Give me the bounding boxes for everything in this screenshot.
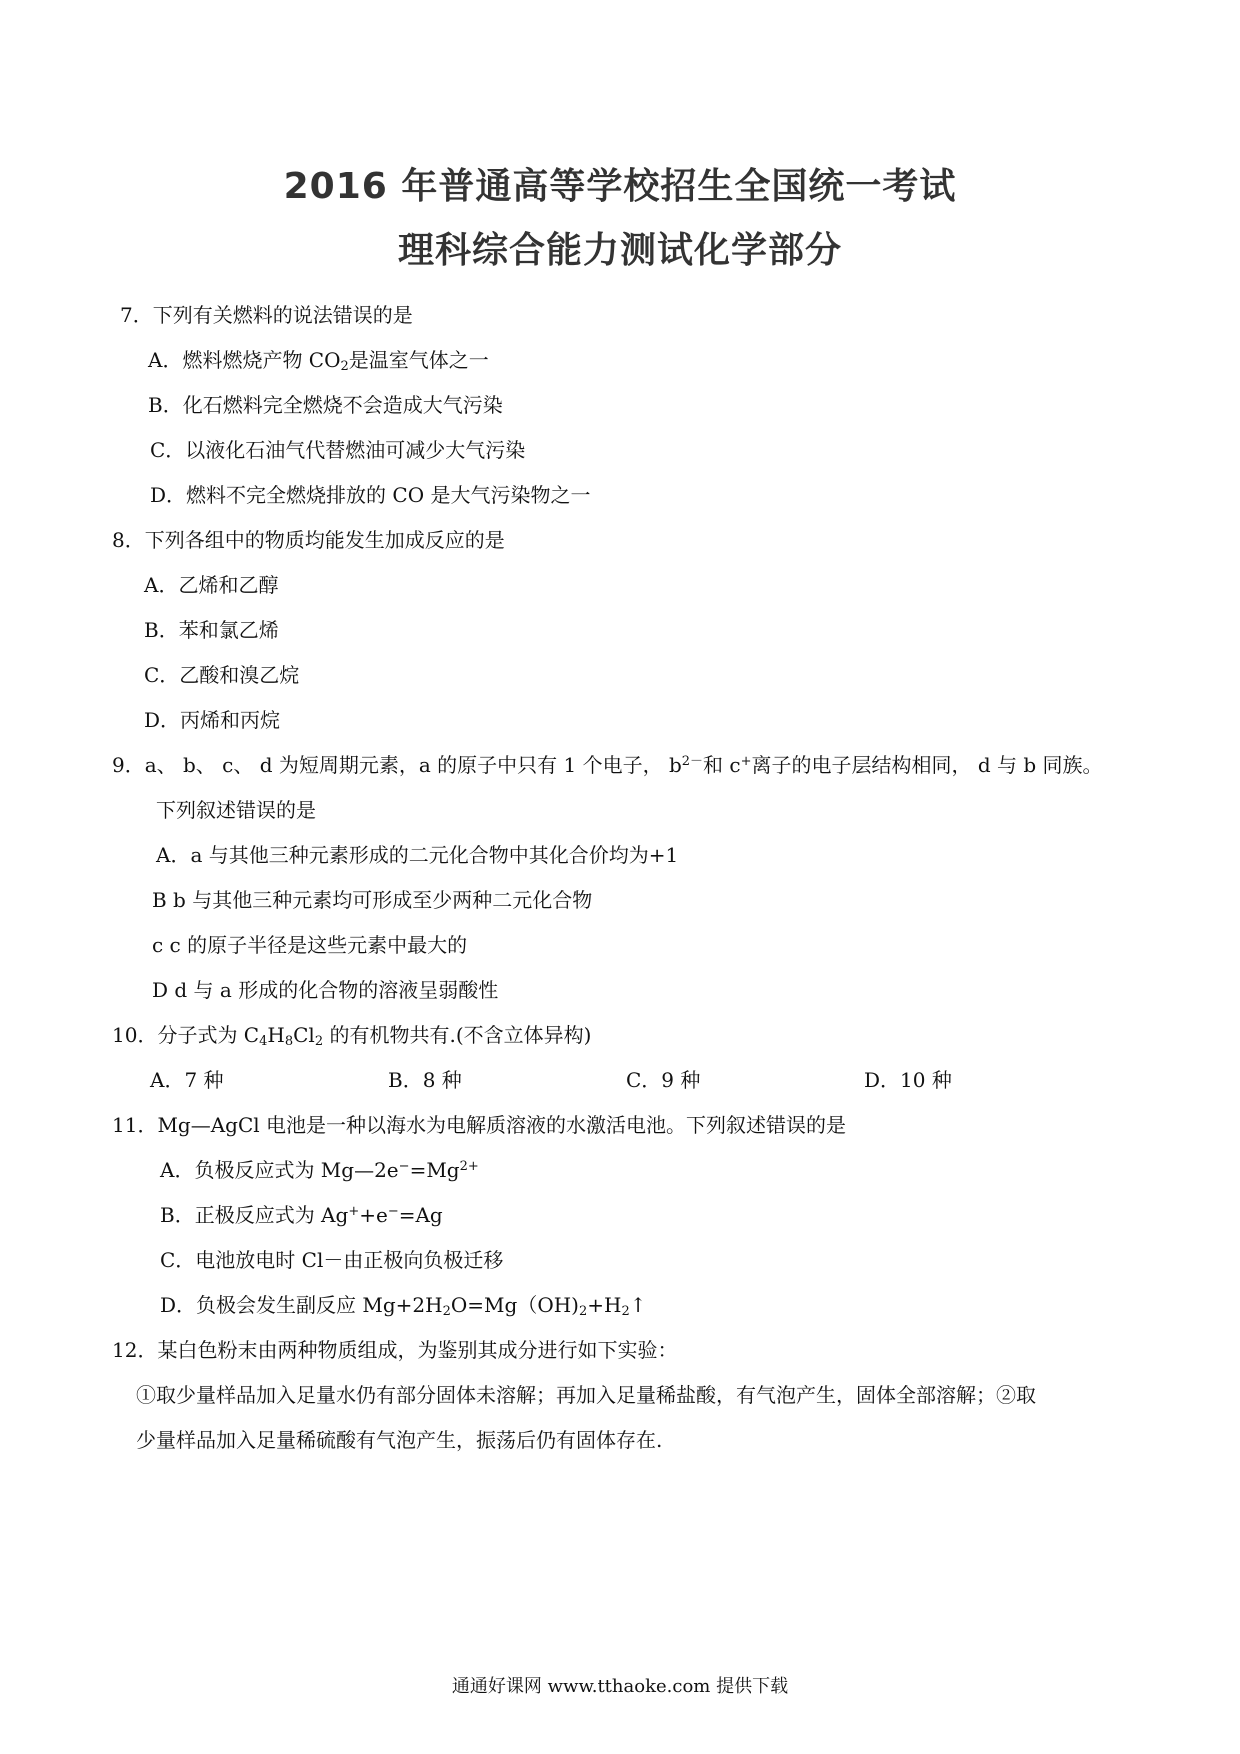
question-10-option-c: C．9 种 xyxy=(626,1068,701,1092)
question-11-option-a: A．负极反应式为 $Mg—2e^-=Mg^{2+}$ xyxy=(160,1158,479,1182)
question-11-stem: 11．Mg—AgCl 电池是一种以海水为电解质溶液的水激活电池。下列叙述错误的是 xyxy=(112,1113,847,1137)
question-8-option-b: B．苯和氯乙烯 xyxy=(144,618,279,642)
question-8-option-a: A．乙烯和乙醇 xyxy=(144,573,279,597)
question-9-option-c: c c 的原子半径是这些元素中最大的 xyxy=(152,933,468,957)
question-10-option-b: B．8 种 xyxy=(388,1068,462,1092)
question-11-option-c: C．电池放电时 Cl－由正极向负极迁移 xyxy=(160,1248,504,1272)
question-9-option-b: B b 与其他三种元素均可形成至少两种二元化合物 xyxy=(152,888,593,912)
question-12-stem: 12．某白色粉末由两种物质组成，为鉴别其成分进行如下实验： xyxy=(112,1338,678,1362)
question-9-option-a: A．a 与其他三种元素形成的二元化合物中其化合价均为+1 xyxy=(156,843,679,867)
question-7-option-b: B．化石燃料完全燃烧不会造成大气污染 xyxy=(148,393,503,417)
question-7-stem: 7．下列有关燃料的说法错误的是 xyxy=(120,303,413,327)
page-subtitle: 理科综合能力测试化学部分 xyxy=(397,230,842,271)
page-footer: 通通好课网 www.tthaoke.com 提供下载 xyxy=(451,1676,789,1697)
question-7-option-a: A．燃料燃烧产物 $CO_2$是温室气体之一 xyxy=(148,348,489,374)
page-title: 2016 年普通高等学校招生全国统一考试 xyxy=(283,166,957,207)
question-8-option-d: D．丙烯和丙烷 xyxy=(144,708,281,732)
question-9-option-d: D d 与 a 形成的化合物的溶液呈弱酸性 xyxy=(152,978,499,1002)
question-9-stem: 9．a、 b、 c、 d 为短周期元素，a 的原子中只有 1 个电子， $b^{2-}$和 c+离子的电子层结构相同， d 与 b 同族。 xyxy=(112,753,1103,777)
question-10-option-d: D．10 种 xyxy=(864,1068,952,1092)
question-7-option-d: D．燃料不完全燃烧排放的 CO 是大气污染物之一 xyxy=(150,483,591,507)
question-8-stem: 8．下列各组中的物质均能发生加成反应的是 xyxy=(112,528,505,552)
question-10-option-a: A．7 种 xyxy=(150,1068,224,1092)
question-11-option-d: D．负极会发生副反应 $Mg+2H_2O=Mg(OH)_2+H_2↑$ xyxy=(160,1293,647,1319)
question-11-option-b: B．正极反应式为 Ag++e−=Ag xyxy=(160,1203,443,1227)
question-8-option-c: C．乙酸和溴乙烷 xyxy=(144,663,300,687)
question-12-body-line2: 少量样品加入足量稀硫酸有气泡产生，振荡后仍有固体存在. xyxy=(136,1428,663,1452)
question-10-stem: 10．分子式为 $C_4H_8Cl_2$ 的有机物共有.(不含立体异构) xyxy=(112,1023,592,1049)
question-7-option-c: C．以液化石油气代替燃油可减少大气污染 xyxy=(150,438,526,462)
question-12-body-line1: ①取少量样品加入足量水仍有部分固体未溶解；再加入足量稀盐酸，有气泡产生，固体全部溶解；②取 xyxy=(136,1383,1036,1407)
question-9-stem-line2: 下列叙述错误的是 xyxy=(156,798,316,822)
